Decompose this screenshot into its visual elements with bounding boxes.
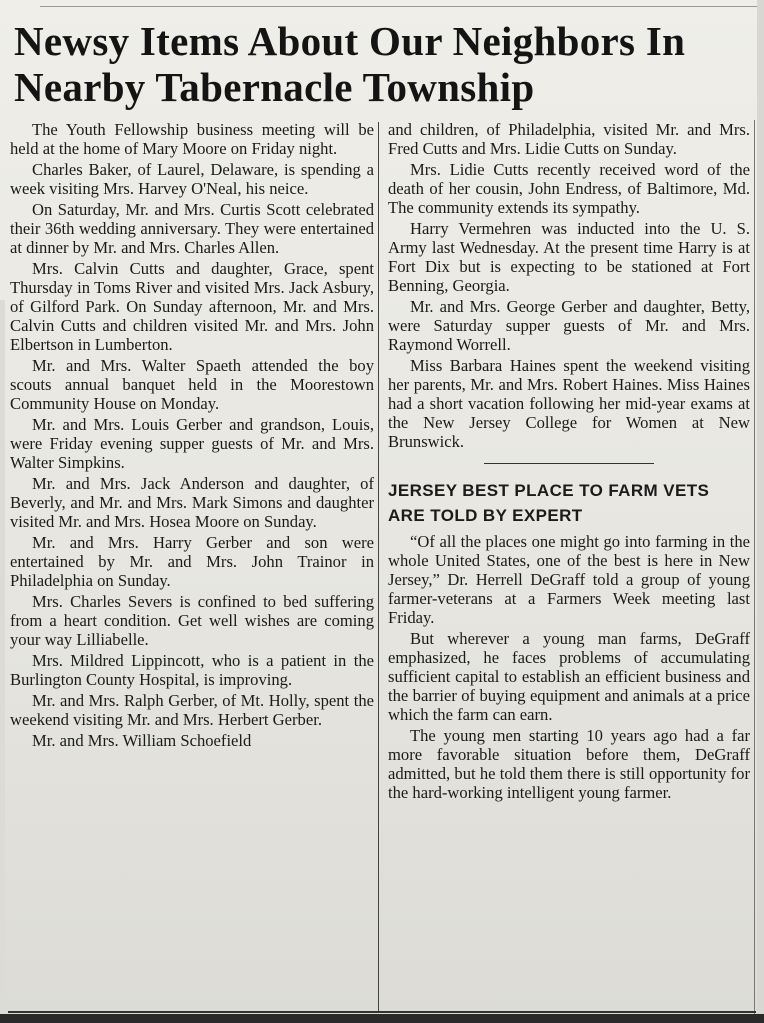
- right-column: [388, 120, 750, 804]
- left-page-edge: [0, 300, 5, 1000]
- article-subhead: JERSEY BEST PLACE TO FARM VETS ARE TOLD BY EXPERT: [388, 481, 710, 525]
- news-item: Mr. and Mrs. William Schoefield: [32, 731, 252, 750]
- news-item: Harry Vermehren was inducted into the U. S. Army last Wednesday. At the present time Harry is at Fort Dix but is expecting to be stationed at Fort Benning, Georgia.: [388, 219, 750, 295]
- news-item: Mr. and Mrs. George Gerber and daughter, Betty, were Saturday supper guests of Mr. and Mrs. Raymond Worrell.: [388, 297, 750, 354]
- right-border-rule: [754, 120, 755, 1020]
- news-item: Mr. and Mrs. Ralph Gerber, of Mt. Holly, spent the weekend visiting Mr. and Mrs. Herbert Gerber.: [10, 691, 374, 729]
- bottom-rule: [8, 1011, 756, 1013]
- article-paragraph: But wherever a young man farms, DeGraff emphasized, he faces problems of accumulating sufficient capital to establish an efficient business and the barrier of buying equipment and animals at a price which the farm can earn.: [388, 629, 750, 724]
- article-paragraph: “Of all the places one might go into farming in the whole United States, one of the best is here in New Jersey,” Dr. Herrell DeGraff told a group of young farmer-veterans at a Farmers Week meeting last Friday.: [388, 532, 750, 627]
- headline: Newsy Items About Our Neighbors In Nearby Tabernacle Township: [14, 18, 686, 110]
- news-item: Mr. and Mrs. Walter Spaeth attended the boy scouts annual banquet held in the Moorestown Community House on Monday.: [10, 356, 374, 413]
- news-item: Mrs. Calvin Cutts and daughter, Grace, spent Thursday in Toms River and visited Mrs. Jack Asbury, of Gilford Park. On Sunday afternoon, Mr. and Mrs. Calvin Cutts and children visited Mr. and Mrs. John Elbertson in Lumberton.: [10, 259, 374, 354]
- news-item: Mrs. Charles Severs is confined to bed suffering from a heart condition. Get well wishes are coming your way Lilliabelle.: [10, 592, 374, 649]
- top-rule: [40, 0, 760, 7]
- news-item: and children, of Philadelphia, visited Mr. and Mrs. Fred Cutts and Mrs. Lidie Cutts on Sunday.: [388, 120, 750, 158]
- news-item: Mr. and Mrs. Louis Gerber and grandson, Louis, were Friday evening supper guests of Mr. and Mrs. Walter Simpkins.: [10, 415, 374, 472]
- bottom-dark-band: [0, 1014, 764, 1023]
- article-divider: [484, 463, 654, 464]
- news-item: Mr. and Mrs. Jack Anderson and daughter, of Beverly, and Mr. and Mrs. Mark Simons and daughter visited Mr. and Mrs. Hosea Moore on Sunday.: [10, 474, 374, 531]
- news-item: Charles Baker, of Laurel, Delaware, is spending a week visiting Mrs. Harvey O'Neal, his neice.: [10, 160, 374, 198]
- left-column: [10, 120, 374, 752]
- right-page-edge: [757, 0, 764, 1023]
- news-item: The Youth Fellowship business meeting will be held at the home of Mary Moore on Friday night.: [10, 120, 374, 158]
- article-paragraph: The young men starting 10 years ago had a far more favorable situation before them, DeGraff admitted, but he told them there is still opportunity for the hard-working intelligent young farmer.: [388, 726, 750, 802]
- news-item: Mrs. Mildred Lippincott, who is a patient in the Burlington County Hospital, is improving.: [10, 651, 374, 689]
- news-item: Mrs. Lidie Cutts recently received word of the death of her cousin, John Endress, of Baltimore, Md. The community extends its sympathy.: [388, 160, 750, 217]
- news-item: Mr. and Mrs. Harry Gerber and son were entertained by Mr. and Mrs. John Trainor in Philadelphia on Sunday.: [10, 533, 374, 590]
- news-item: On Saturday, Mr. and Mrs. Curtis Scott celebrated their 36th wedding anniversary. They were entertained at dinner by Mr. and Mrs. Charles Allen.: [10, 200, 374, 257]
- news-item: Miss Barbara Haines spent the weekend visiting her parents, Mr. and Mrs. Robert Haines. Miss Haines had a short vacation following her mid-year exams at the New Jersey College for Women at New Brunswick.: [388, 356, 750, 451]
- column-rule: [378, 122, 379, 1012]
